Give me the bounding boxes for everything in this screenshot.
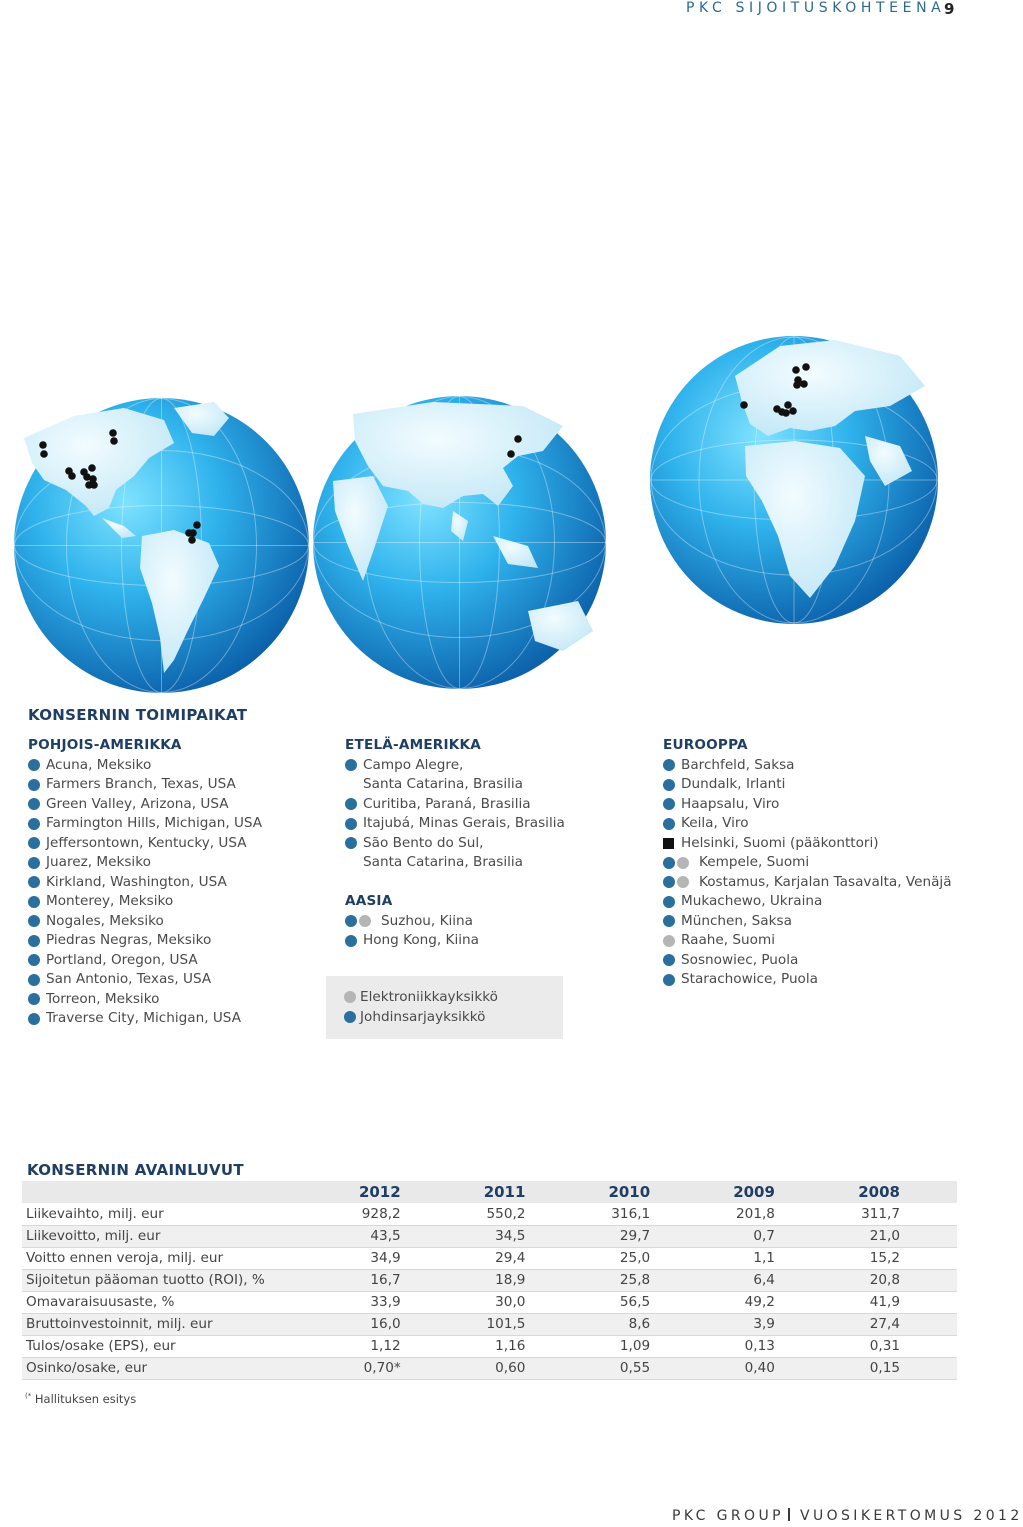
list-item: Jeffersontown, Kentucky, USA (28, 834, 262, 854)
harness-unit-icon (28, 876, 40, 888)
harness-unit-icon (28, 818, 40, 830)
table-cell: 0,55 (581, 1357, 706, 1379)
electronics-unit-icon (344, 991, 356, 1003)
harness-unit-icon (28, 857, 40, 869)
list-item: Hong Kong, Kiina (345, 931, 565, 951)
harness-unit-icon (28, 779, 40, 791)
harness-unit-icon (28, 954, 40, 966)
table-cell: 201,8 (706, 1203, 831, 1225)
list-item-continued: Santa Catarina, Brasilia (363, 776, 523, 792)
location-dots (0, 272, 960, 682)
harness-unit-icon (28, 1013, 40, 1025)
locations-title: KONSERNIN TOIMIPAIKAT (28, 706, 248, 724)
table-cell: 101,5 (457, 1313, 582, 1335)
table-row (22, 1203, 957, 1225)
page-footer (672, 1508, 1023, 1524)
list-item: Mukachewo, Ukraina (663, 892, 952, 912)
list-item: Sosnowiec, Puola (663, 951, 952, 971)
table-cell: 1,12 (332, 1335, 457, 1357)
harness-unit-icon (28, 993, 40, 1005)
table-cell: 0,15 (831, 1357, 957, 1379)
harness-unit-icon (663, 915, 675, 927)
harness-unit-icon (28, 896, 40, 908)
harness-unit-icon (28, 915, 40, 927)
list-item: Monterey, Meksiko (28, 892, 262, 912)
harness-unit-icon (345, 798, 357, 810)
harness-unit-icon (663, 896, 675, 908)
page-header (0, 0, 960, 22)
harness-unit-icon (28, 798, 40, 810)
list-item: Itajubá, Minas Gerais, Brasilia (345, 814, 565, 834)
table-cell: 8,6 (581, 1313, 706, 1335)
north-america-heading: POHJOIS-AMERIKKA (28, 737, 182, 753)
table-cell: 43,5 (332, 1225, 457, 1247)
table-cell: 15,2 (831, 1247, 957, 1269)
table-header-row (22, 1181, 957, 1203)
year-header: 2011 (457, 1181, 582, 1203)
list-item: Keila, Viro (663, 814, 952, 834)
row-label: Tulos/osake (EPS), eur (22, 1335, 332, 1357)
harness-unit-icon (28, 837, 40, 849)
key-figures-table (22, 1181, 957, 1380)
table-cell: 1,09 (581, 1335, 706, 1357)
electronics-unit-icon (677, 857, 689, 869)
table-cell: 16,0 (332, 1313, 457, 1335)
harness-unit-icon (663, 818, 675, 830)
harness-unit-icon (663, 798, 675, 810)
table-row (22, 1357, 957, 1379)
headquarters-icon (663, 838, 674, 849)
list-item: Helsinki, Suomi (pääkonttori) (663, 834, 952, 854)
table-cell: 0,13 (706, 1335, 831, 1357)
table-cell: 41,9 (831, 1291, 957, 1313)
table-cell: 0,31 (831, 1335, 957, 1357)
list-item: Kempele, Suomi (663, 853, 952, 873)
list-item: Dundalk, Irlanti (663, 775, 952, 795)
list-item: Farmers Branch, Texas, USA (28, 775, 262, 795)
footer-report: VUOSIKERTOMUS 2012 (799, 1508, 1023, 1524)
table-cell: 316,1 (581, 1203, 706, 1225)
harness-unit-icon (663, 857, 675, 869)
north-america-column (28, 736, 262, 1029)
table-header-blank (22, 1181, 332, 1203)
table-cell: 34,9 (332, 1247, 457, 1269)
table-cell: 49,2 (706, 1291, 831, 1313)
table-cell: 3,9 (706, 1313, 831, 1335)
table-cell: 33,9 (332, 1291, 457, 1313)
list-item: Campo Alegre, (345, 756, 565, 776)
table-cell: 550,2 (457, 1203, 582, 1225)
table-cell: 27,4 (831, 1313, 957, 1335)
harness-unit-icon (28, 974, 40, 986)
year-header: 2012 (332, 1181, 457, 1203)
south-america-heading: ETELÄ-AMERIKKA (345, 737, 481, 753)
list-item: Nogales, Meksiko (28, 912, 262, 932)
table-cell: 25,8 (581, 1269, 706, 1291)
europe-heading: EUROOPPA (663, 737, 748, 753)
list-item: Raahe, Suomi (663, 931, 952, 951)
header-title: PKC SIJOITUSKOHTEENA (686, 0, 946, 16)
table-cell: 18,9 (457, 1269, 582, 1291)
harness-unit-icon (28, 935, 40, 947)
table-cell: 928,2 (332, 1203, 457, 1225)
table-row (22, 1247, 957, 1269)
list-item: São Bento do Sul, (345, 834, 565, 854)
table-cell: 0,40 (706, 1357, 831, 1379)
electronics-unit-icon (677, 876, 689, 888)
harness-unit-icon (663, 876, 675, 888)
list-item: Suzhou, Kiina (345, 912, 565, 932)
list-item: Starachowice, Puola (663, 970, 952, 990)
table-cell: 311,7 (831, 1203, 957, 1225)
table-row (22, 1269, 957, 1291)
footnote: (* Hallituksen esitys (25, 1392, 137, 1406)
row-label: Liikevoitto, milj. eur (22, 1225, 332, 1247)
electronics-unit-icon (359, 915, 371, 927)
table-cell: 1,16 (457, 1335, 582, 1357)
list-item: Curitiba, Paraná, Brasilia (345, 795, 565, 815)
harness-unit-icon (345, 818, 357, 830)
list-item: Piedras Negras, Meksiko (28, 931, 262, 951)
table-cell: 21,0 (831, 1225, 957, 1247)
list-item: Barchfeld, Saksa (663, 756, 952, 776)
list-item-continued: Santa Catarina, Brasilia (363, 854, 523, 870)
row-label: Liikevaihto, milj. eur (22, 1203, 332, 1225)
row-label: Osinko/osake, eur (22, 1357, 332, 1379)
table-row (22, 1291, 957, 1313)
table-cell: 30,0 (457, 1291, 582, 1313)
year-header: 2008 (831, 1181, 957, 1203)
list-item: San Antonio, Texas, USA (28, 970, 262, 990)
footer-separator (788, 1508, 790, 1521)
footer-company: PKC GROUP (672, 1508, 784, 1524)
table-row (22, 1335, 957, 1357)
harness-unit-icon (663, 954, 675, 966)
table-cell: 25,0 (581, 1247, 706, 1269)
harness-unit-icon (344, 1011, 356, 1023)
harness-unit-icon (345, 837, 357, 849)
year-header: 2009 (706, 1181, 831, 1203)
list-item: Kirkland, Washington, USA (28, 873, 262, 893)
table-cell: 29,4 (457, 1247, 582, 1269)
row-label: Voitto ennen veroja, milj. eur (22, 1247, 332, 1269)
table-cell: 1,1 (706, 1247, 831, 1269)
harness-unit-icon (663, 974, 675, 986)
table-cell: 0,60 (457, 1357, 582, 1379)
electronics-unit-icon (663, 935, 675, 947)
footnote-mark: (* (25, 1392, 32, 1401)
list-item: München, Saksa (663, 912, 952, 932)
harness-unit-icon (345, 935, 357, 947)
south-america-asia-column (345, 736, 565, 951)
list-item: Haapsalu, Viro (663, 795, 952, 815)
list-item: Farmington Hills, Michigan, USA (28, 814, 262, 834)
table-cell: 34,5 (457, 1225, 582, 1247)
list-item: Acuna, Meksiko (28, 756, 262, 776)
year-header: 2010 (581, 1181, 706, 1203)
harness-unit-icon (663, 759, 675, 771)
table-cell: 16,7 (332, 1269, 457, 1291)
table-cell: 56,5 (581, 1291, 706, 1313)
table-cell: 0,70* (332, 1357, 457, 1379)
page-number: 9 (944, 0, 955, 18)
list-item: Portland, Oregon, USA (28, 951, 262, 971)
row-label: Bruttoinvestoinnit, milj. eur (22, 1313, 332, 1335)
list-item: Traverse City, Michigan, USA (28, 1009, 262, 1029)
table-cell: 6,4 (706, 1269, 831, 1291)
europe-column (663, 736, 952, 990)
harness-unit-icon (663, 779, 675, 791)
row-label: Sijoitetun pääoman tuotto (ROI), % (22, 1269, 332, 1291)
row-label: Omavaraisuusaste, % (22, 1291, 332, 1313)
unit-legend (326, 976, 563, 1039)
list-item: Green Valley, Arizona, USA (28, 795, 262, 815)
list-item: Juarez, Meksiko (28, 853, 262, 873)
list-item: Kostamus, Karjalan Tasavalta, Venäjä (663, 873, 952, 893)
table-row (22, 1225, 957, 1247)
table-row (22, 1313, 957, 1335)
key-figures-title: KONSERNIN AVAINLUVUT (27, 1161, 244, 1179)
table-cell: 20,8 (831, 1269, 957, 1291)
globe-illustrations (0, 272, 960, 682)
table-cell: 0,7 (706, 1225, 831, 1247)
harness-unit-icon (345, 759, 357, 771)
table-cell: 29,7 (581, 1225, 706, 1247)
list-item: Torreon, Meksiko (28, 990, 262, 1010)
asia-heading: AASIA (345, 893, 393, 909)
legend-harness: Johdinsarjayksikkö (344, 1007, 563, 1027)
legend-electronics: Elektroniikkayksikkö (344, 987, 563, 1007)
harness-unit-icon (345, 915, 357, 927)
harness-unit-icon (28, 759, 40, 771)
